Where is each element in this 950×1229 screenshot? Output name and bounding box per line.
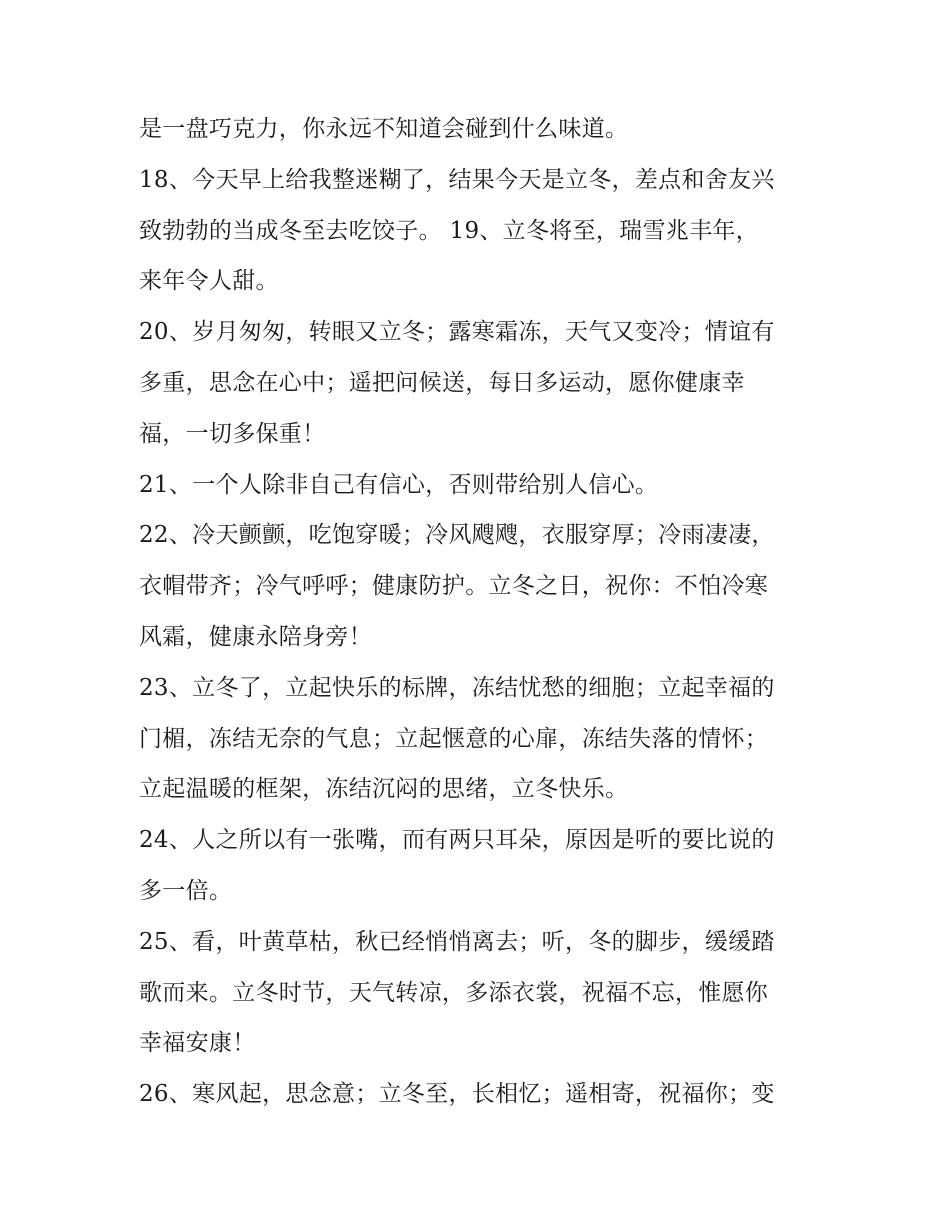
- text-line: 23、立冬了，立起快乐的标牌，冻结忧愁的细胞；立起幸福的: [139, 674, 775, 701]
- text-line: 是一盘巧克力，你永远不知道会碰到什么味道。: [139, 116, 629, 142]
- text-line: 多重，思念在心中；遥把问候送，每日多运动，愿你健康幸: [139, 369, 745, 396]
- text-line: 立起温暖的框架，冻结沉闷的思绪，立冬快乐。: [139, 776, 629, 803]
- text-line: 歌而来。立冬时节，天气转凉，多添衣裳，祝福不忘，惟愿你: [139, 979, 769, 1006]
- text-line: 门楣，冻结无奈的气息；立起惬意的心扉，冻结失落的情怀；: [139, 725, 769, 752]
- text-line: 来年令人甜。: [139, 268, 279, 295]
- text-line: 25、看，叶黄草枯，秋已经悄悄离去；听，冬的脚步，缓缓踏: [139, 928, 775, 955]
- text-line: 26、寒风起，思念意；立冬至，长相忆；遥相寄，祝福你；变: [139, 1081, 775, 1108]
- document-body: [139, 104, 819, 1120]
- text-line: 福，一切多保重！: [139, 420, 326, 447]
- text-line: 24、人之所以有一张嘴，而有两只耳朵，原因是听的要比说的: [139, 827, 775, 854]
- text-line: 21、一个人除非自己有信心，否则带给别人信心。: [139, 471, 659, 498]
- text-line: 多一倍。: [139, 877, 233, 904]
- text-line: 致勃勃的当成冬至去吃饺子。 19、立冬将至，瑞雪兆丰年，: [139, 217, 759, 244]
- text-line: 幸福安康！: [139, 1030, 256, 1057]
- text-line: 20、岁月匆匆，转眼又立冬；露寒霜冻，天气又变冷；情谊有: [139, 319, 775, 346]
- text-line: 风霜，健康永陪身旁！: [139, 623, 372, 650]
- text-line: 衣帽带齐；冷气呼呼；健康防护。立冬之日，祝你：不怕冷寒: [139, 573, 769, 600]
- text-line: 18、今天早上给我整迷糊了，结果今天是立冬，差点和舍友兴: [139, 166, 775, 193]
- text-line: 22、冷天颤颤，吃饱穿暖；冷风飕飕，衣服穿厚；冷雨凄凄，: [139, 522, 775, 549]
